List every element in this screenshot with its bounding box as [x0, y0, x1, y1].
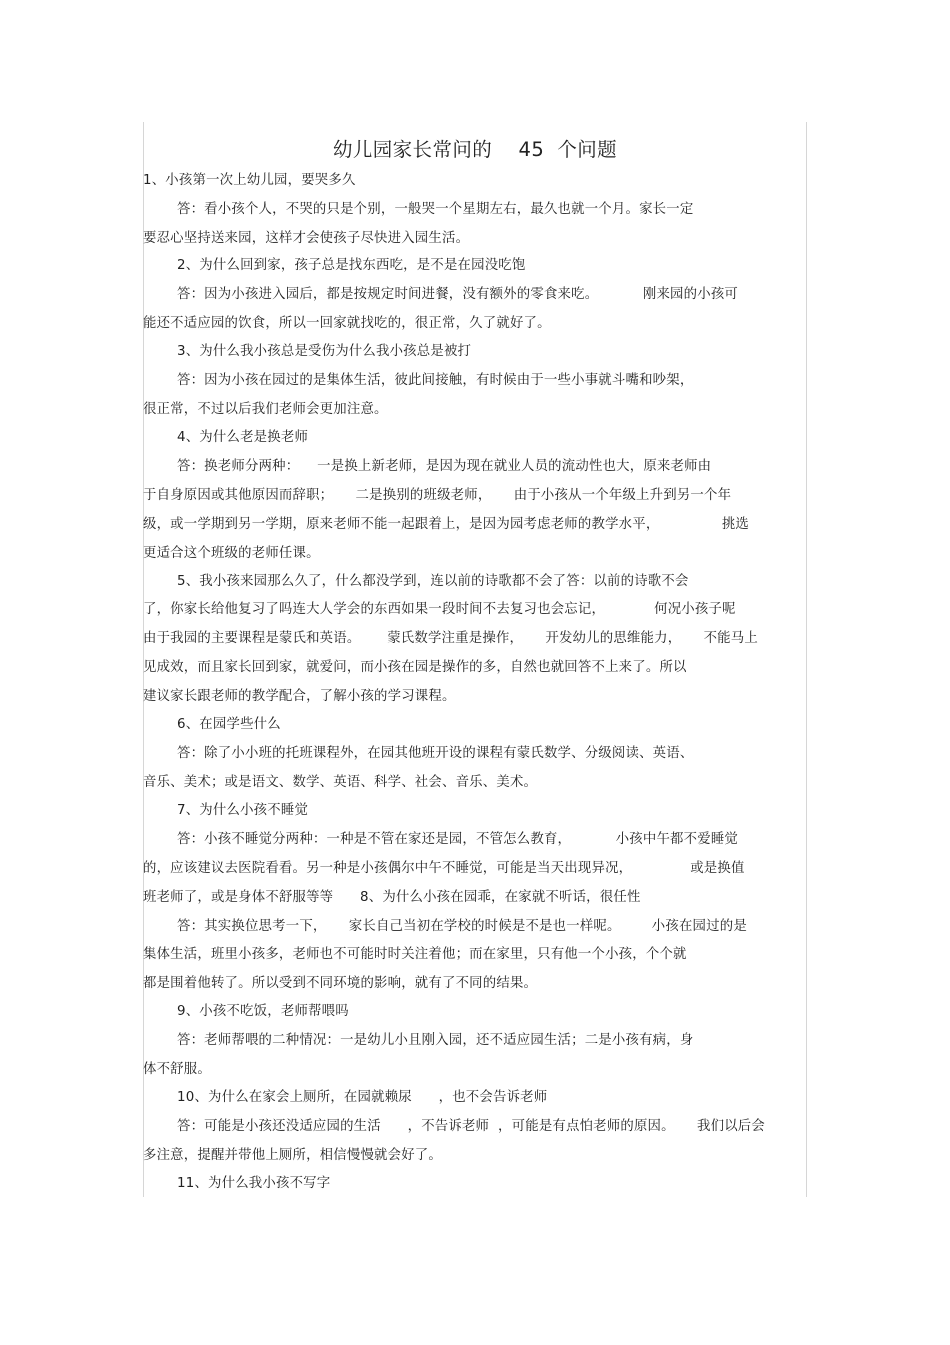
answer-line: 答：其实换位思考一下， 家长自己当初在学校的时候是不是也一样呢。 小孩在园过的是 — [177, 919, 747, 934]
text-line: 集体生活，班里小孩多，老师也不可能时时关注着他；而在家里，只有他一个小孩，个个就 — [143, 947, 687, 962]
answer-line: 答：换老师分两种： 一是换上新老师，是因为现在就业人员的流动性也大，原来老师由 — [177, 459, 712, 474]
text-line: 见成效，而且家长回到家，就爱问，而小孩在园是操作的多，自然也就回答不上来了。所以 — [143, 660, 687, 675]
question-line: 11、为什么我小孩不写字 — [177, 1176, 331, 1191]
text-line: 于自身原因或其他原因而辞职； 二是换别的班级老师， 由于小孩从一个年级上升到另一个年 — [143, 488, 732, 503]
question-line: 3、为什么我小孩总是受伤为什么我小孩总是被打 — [177, 344, 472, 359]
question-line: 9、小孩不吃饭，老师帮喂吗 — [177, 1004, 349, 1019]
text-line: 由于我园的主要课程是蒙氏和英语。 蒙氏数学注重是操作， 开发幼儿的思维能力， 不能马上 — [143, 631, 758, 646]
question-line: 4、为什么老是换老师 — [177, 430, 309, 445]
right-margin-rule — [806, 122, 807, 1197]
answer-line: 答：小孩不睡觉分两种：一种是不管在家还是园，不管怎么教育， 小孩中午都不爱睡觉 — [177, 832, 739, 847]
text-line: 音乐、美术；或是语文、数学、英语、科学、社会、音乐、美术。 — [143, 775, 538, 790]
document-title: 幼儿园家长常问的 45 个问题 — [332, 138, 618, 161]
text-line: 多注意，提醒并带他上厕所，相信慢慢就会好了。 — [143, 1148, 442, 1163]
answer-line: 答：因为小孩进入园后，都是按规定时间进餐，没有额外的零食来吃。 刚来园的小孩可 — [177, 287, 739, 302]
text-line: 都是围着他转了。所以受到不同环境的影响，就有了不同的结果。 — [143, 976, 538, 991]
text-line: 级，或一学期到另一学期，原来老师不能一起跟着上，是因为园考虑老师的教学水平， 挑选 — [143, 517, 750, 532]
question-line: 1、小孩第一次上幼儿园，要哭多久 — [143, 173, 356, 188]
text-line: 能还不适应园的饮食，所以一回家就找吃的，很正常，久了就好了。 — [143, 316, 551, 331]
answer-line: 答：除了小小班的托班课程外，在园其他班开设的课程有蒙氏数学、分级阅读、英语、 — [177, 746, 694, 761]
text-line: 了，你家长给他复习了吗连大人学会的东西如果一段时间不去复习也会忘记， 何况小孩子呢 — [143, 602, 736, 617]
question-line: 2、为什么回到家，孩子总是找东西吃，是不是在园没吃饱 — [177, 258, 526, 273]
text-line: 的，应该建议去医院看看。另一种是小孩偶尔中午不睡觉，可能是当天出现异况， 或是换值 — [143, 861, 745, 876]
question-line: 10、为什么在家会上厕所，在园就赖尿 ，也不会告诉老师 — [177, 1090, 548, 1105]
text-line: 很正常，不过以后我们老师会更加注意。 — [143, 402, 388, 417]
text-line: 建议家长跟老师的教学配合，了解小孩的学习课程。 — [143, 689, 456, 704]
text-line: 要忍心坚持送来园，这样才会使孩子尽快进入园生活。 — [143, 231, 470, 246]
text-line: 班老师了，或是身体不舒服等等 8、为什么小孩在园乖，在家就不听话，很任性 — [143, 890, 641, 905]
text-line: 体不舒服。 — [143, 1062, 211, 1077]
answer-line: 答：可能是小孩还没适应园的生活 ，不告诉老师 ，可能是有点怕老师的原因。 我们以后会 — [177, 1119, 765, 1134]
answer-line: 答：看小孩个人，不哭的只是个别，一般哭一个星期左右，最久也就一个月。家长一定 — [177, 202, 694, 217]
text-line: 更适合这个班级的老师任课。 — [143, 546, 320, 561]
answer-line: 答：老师帮喂的二种情况：一是幼儿小且刚入园，还不适应园生活；二是小孩有病，身 — [177, 1033, 694, 1048]
answer-line: 答：因为小孩在园过的是集体生活，彼此间接触，有时候由于一些小事就斗嘴和吵架， — [177, 373, 694, 388]
question-line: 7、为什么小孩不睡觉 — [177, 803, 309, 818]
question-line: 5、我小孩来园那么久了，什么都没学到，连以前的诗歌都不会了答：以前的诗歌不会 — [177, 574, 689, 589]
question-line: 6、在园学些什么 — [177, 717, 281, 732]
